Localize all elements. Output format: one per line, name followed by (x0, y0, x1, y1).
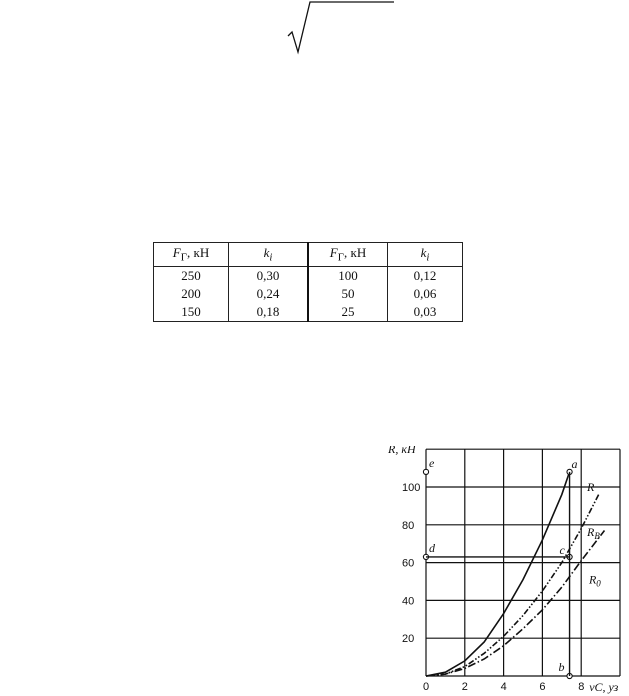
header-force-2: $F_Г$, кН (308, 243, 388, 267)
y-tick-label: 20 (402, 633, 415, 646)
cell-k: 0,30 (229, 267, 309, 286)
header-k-2: $k_i$ (388, 243, 463, 267)
x-tick-label: 4 (500, 681, 507, 693)
point-label-e: e (429, 455, 435, 470)
series-label: R (587, 479, 595, 494)
table-row (154, 267, 463, 286)
table-row (154, 285, 463, 303)
cell-force: 25 (308, 303, 388, 322)
point-label-a: a (571, 456, 578, 471)
table-header-row (154, 243, 463, 267)
header-k-1: $k_i$ (229, 243, 309, 267)
series-label: $R_В$ (587, 525, 600, 542)
x-tick-label: 0 (423, 681, 430, 693)
cell-force: 250 (154, 267, 229, 286)
radical-sign (284, 0, 404, 60)
x-tick-label: 2 (461, 681, 468, 693)
x-tick-label: 8 (578, 681, 585, 693)
y-tick-label: 40 (402, 595, 415, 608)
point-label-d: d (429, 540, 435, 555)
series-label: $R_0$ (588, 572, 601, 589)
point-marker-e (423, 469, 428, 474)
cell-force: 100 (308, 267, 388, 286)
point-label-c: c (559, 542, 565, 557)
cell-force: 200 (154, 285, 229, 303)
cell-force: 50 (308, 285, 388, 303)
x-tick-label: 6 (539, 681, 546, 693)
y-tick-label: 80 (402, 519, 415, 532)
header-force-1: $F_Г$, кН (154, 243, 229, 267)
resistance-chart (380, 446, 629, 696)
y-axis-label: R, кН (388, 446, 416, 457)
y-tick-label: 100 (402, 482, 421, 494)
chart-svg (380, 446, 629, 696)
cell-k: 0,06 (388, 285, 463, 303)
table-row (154, 303, 463, 322)
cell-k: 0,03 (388, 303, 463, 322)
cell-k: 0,24 (229, 285, 309, 303)
series-line-RВ (426, 495, 599, 676)
cell-k: 0,18 (229, 303, 309, 322)
cell-k: 0,12 (388, 267, 463, 286)
series-line-R (426, 472, 570, 676)
force-coefficient-table (153, 242, 463, 322)
point-label-b: b (558, 660, 565, 674)
x-axis-label: vC, уз (589, 680, 619, 694)
series-line-R0 (426, 530, 604, 676)
cell-force: 150 (154, 303, 229, 322)
y-tick-label: 60 (402, 557, 415, 570)
